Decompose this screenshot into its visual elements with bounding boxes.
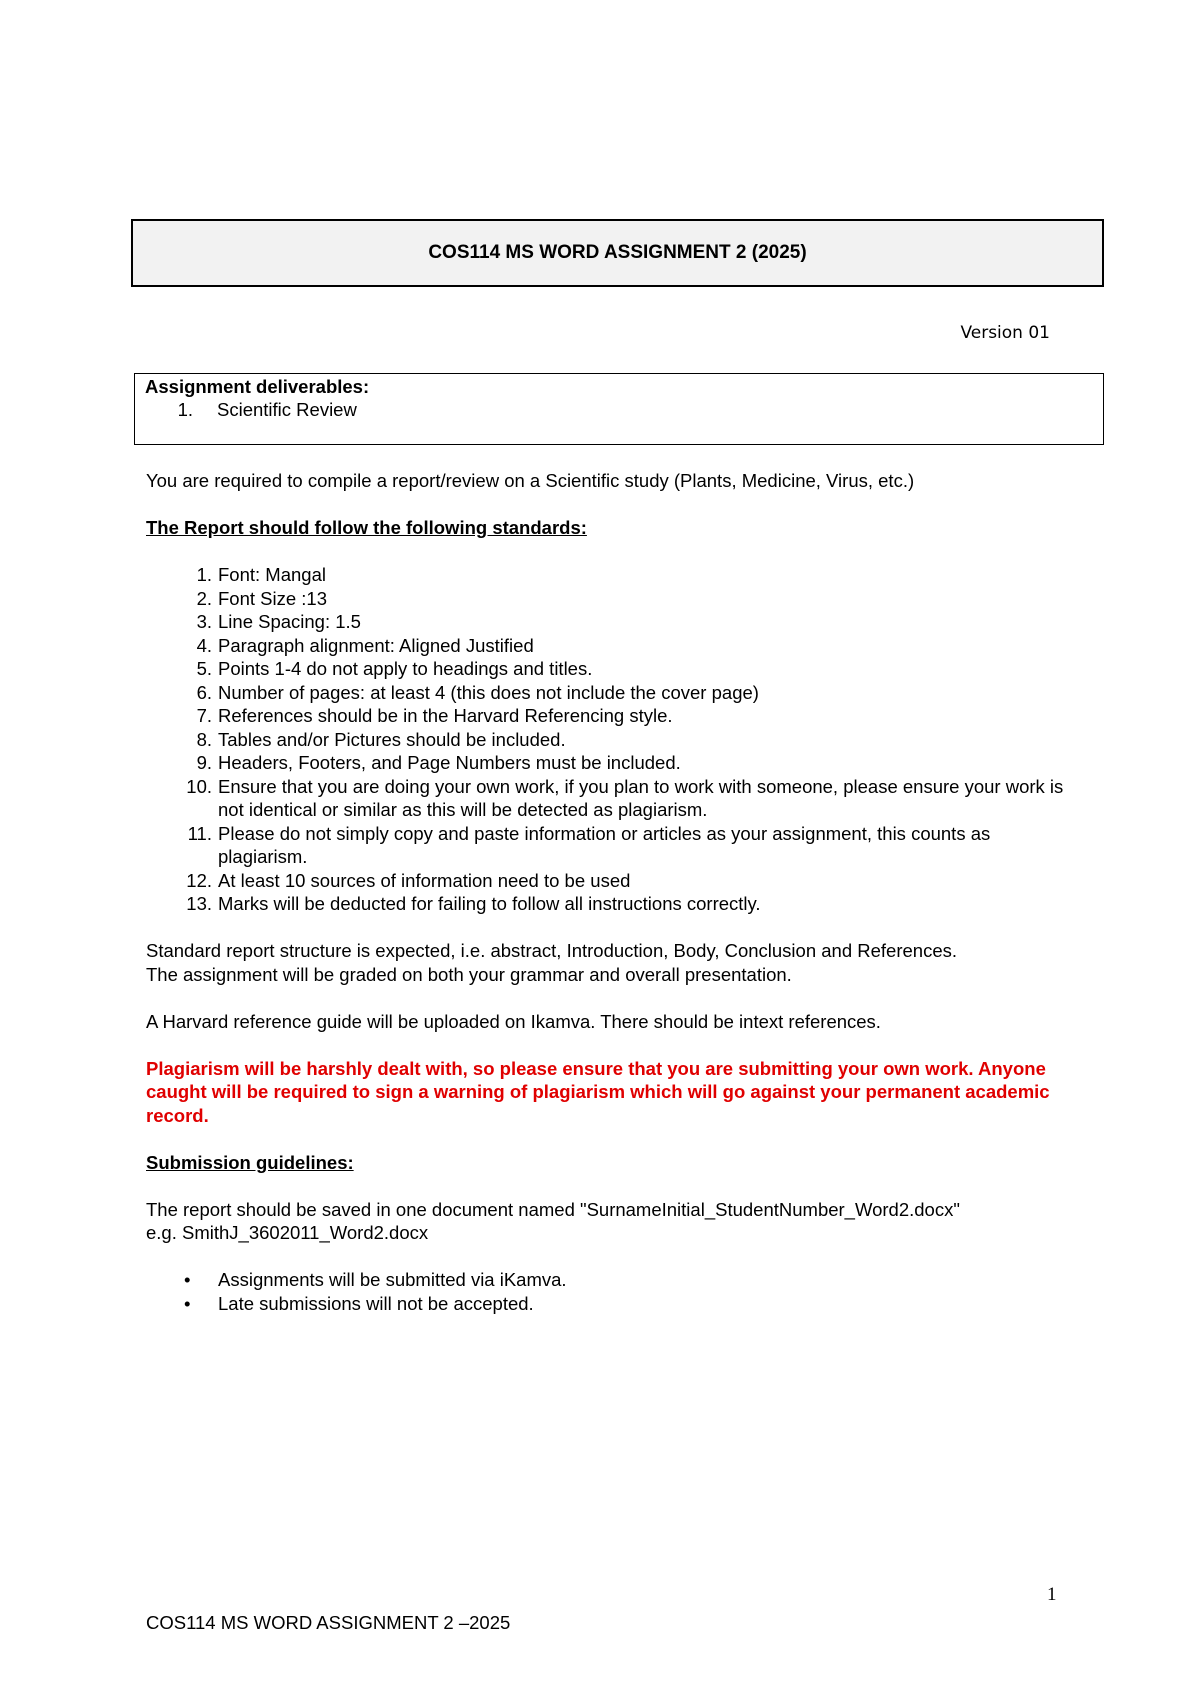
- list-text: Assignments will be submitted via iKamva.: [218, 1269, 567, 1290]
- deliverables-heading: Assignment deliverables:: [145, 376, 370, 397]
- list-item: [146, 728, 1066, 752]
- naming-line-2: e.g. SmithJ_3602011_Word2.docx: [146, 1222, 429, 1243]
- list-text: Scientific Review: [217, 399, 357, 420]
- deliverables-list: [145, 398, 1093, 421]
- list-number: 12.: [186, 869, 212, 891]
- page-number: 1: [1047, 1584, 1057, 1605]
- plagiarism-warning: Plagiarism will be harshly dealt with, so please ensure that you are submitting your own work. Anyone caught will be required to sign a warning of plagiarism which will go against your permanent academic record.: [146, 1057, 1050, 1126]
- standards-list: [146, 563, 1066, 916]
- list-text: References should be in the Harvard Referencing style.: [218, 705, 673, 726]
- list-item: [146, 657, 1066, 681]
- list-text: Points 1-4 do not apply to headings and titles.: [218, 658, 593, 679]
- list-item: [146, 822, 1066, 869]
- intro-paragraph: You are required to compile a report/review on a Scientific study (Plants, Medicine, Virus, etc.): [146, 470, 915, 491]
- structure-line-1: Standard report structure is expected, i.e. abstract, Introduction, Body, Conclusion and References.: [146, 940, 958, 961]
- list-item: [146, 681, 1066, 705]
- submission-bullets: [146, 1268, 1066, 1315]
- document-title: COS114 MS WORD ASSIGNMENT 2 (2025): [428, 242, 807, 263]
- list-number: 8.: [196, 728, 212, 750]
- list-number: 2.: [196, 587, 212, 609]
- title-box: [131, 219, 1104, 287]
- list-text: Font: Mangal: [218, 564, 326, 585]
- list-item: [146, 869, 1066, 893]
- list-item: [146, 892, 1066, 916]
- list-item: [146, 563, 1066, 587]
- structure-line-2: The assignment will be graded on both your grammar and overall presentation.: [146, 963, 792, 985]
- list-number: 10.: [186, 775, 212, 797]
- list-text: Tables and/or Pictures should be included.: [218, 728, 566, 750]
- list-item: [146, 1268, 1066, 1292]
- list-text: At least 10 sources of information need to be used: [218, 869, 631, 891]
- list-item: [146, 634, 1066, 658]
- list-item: [146, 587, 1066, 611]
- list-text: Marks will be deducted for failing to follow all instructions correctly.: [218, 893, 761, 914]
- list-text: Late submissions will not be accepted.: [218, 1292, 534, 1314]
- submission-heading: Submission guidelines:: [146, 1151, 354, 1173]
- list-item: [145, 398, 1093, 421]
- list-number: 7.: [196, 705, 212, 726]
- list-text: Paragraph alignment: Aligned Justified: [218, 634, 534, 656]
- list-number: 1.: [177, 399, 193, 420]
- list-number: 6.: [196, 681, 212, 703]
- bullet-icon: •: [184, 1292, 191, 1314]
- list-text: Ensure that you are doing your own work, if you plan to work with someone, please ensure your work is not identical or similar as this will be detected as plagiarism.: [218, 775, 1064, 820]
- document-body: [146, 469, 1066, 1315]
- page-footer: COS114 MS WORD ASSIGNMENT 2 –2025: [146, 1612, 511, 1633]
- list-number: 1.: [196, 564, 212, 585]
- list-text: Number of pages: at least 4 (this does not include the cover page): [218, 681, 759, 703]
- list-number: 11.: [187, 822, 212, 844]
- list-text: Please do not simply copy and paste information or articles as your assignment, this counts as plagiarism.: [218, 822, 991, 867]
- harvard-note: A Harvard reference guide will be uploaded on Ikamva. There should be intext references.: [146, 1010, 881, 1032]
- list-number: 3.: [196, 611, 212, 632]
- deliverables-box: [134, 373, 1104, 445]
- version-label: Version 01: [960, 323, 1050, 343]
- list-item: [146, 704, 1066, 728]
- naming-line-1: The report should be saved in one document named "SurnameInitial_StudentNumber_Word2.docx": [146, 1198, 960, 1220]
- standards-heading: The Report should follow the following standards:: [146, 517, 587, 538]
- list-text: Headers, Footers, and Page Numbers must be included.: [218, 752, 681, 773]
- bullet-icon: •: [184, 1269, 191, 1290]
- list-text: Line Spacing: 1.5: [218, 611, 361, 632]
- list-item: [146, 610, 1066, 634]
- list-item: [146, 1292, 1066, 1316]
- list-item: [146, 775, 1066, 822]
- list-text: Font Size :13: [218, 587, 328, 609]
- list-number: 13.: [186, 893, 212, 914]
- list-number: 9.: [196, 752, 212, 773]
- list-number: 4.: [196, 634, 212, 656]
- list-item: [146, 751, 1066, 775]
- list-number: 5.: [196, 658, 212, 679]
